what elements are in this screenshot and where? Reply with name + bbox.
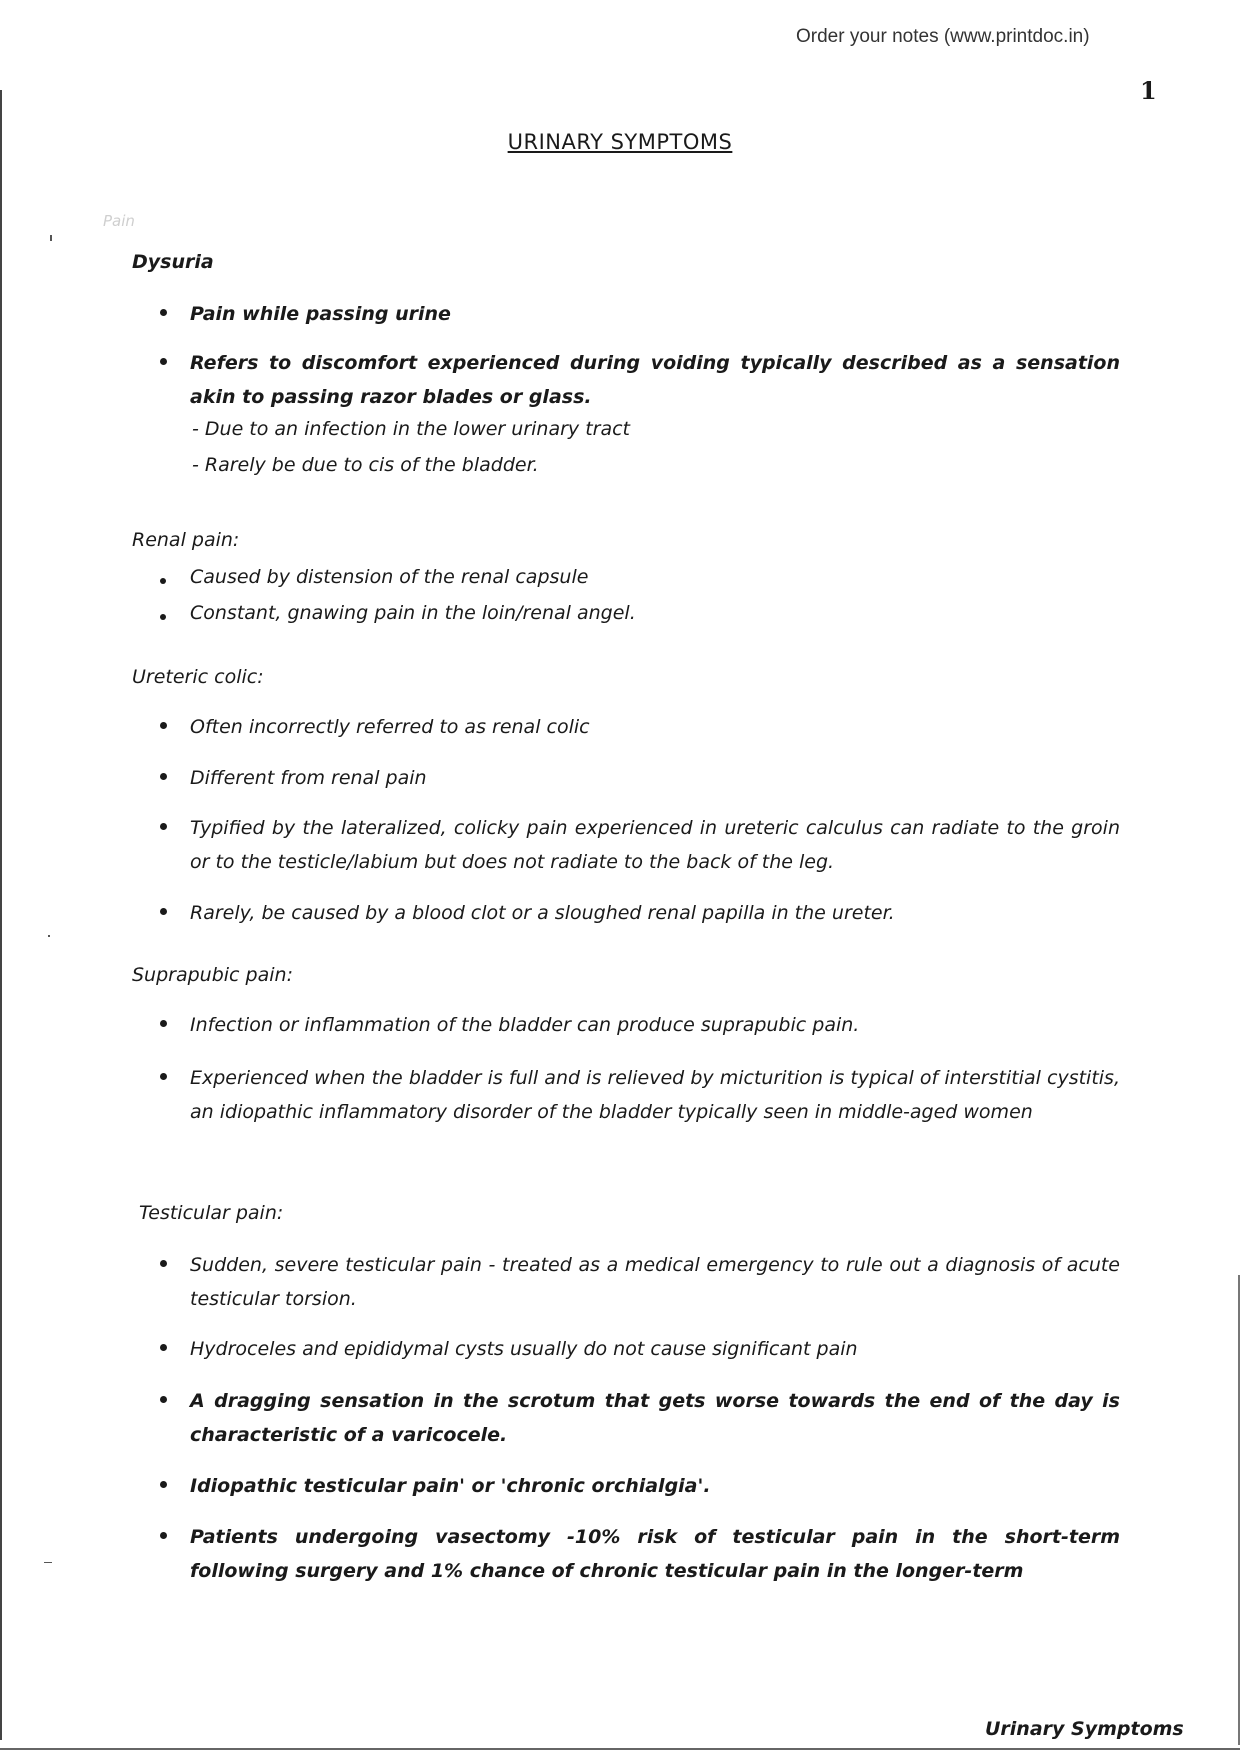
bullet-icon [160, 578, 166, 584]
bullet-icon [160, 908, 167, 915]
bullet-icon [160, 1344, 167, 1351]
bullet-text: Often incorrectly referred to as renal colic [190, 716, 590, 738]
bullet-text: Typified by the lateralized, colicky pain experienced in ureteric calculus can radiate to the groin or to the testicle/labium but does not radiate to the back of the leg. [190, 817, 1120, 873]
sub-item: - Due to an infection in the lower urinary tract [192, 418, 630, 440]
bullet-text: Caused by distension of the renal capsule [190, 566, 589, 588]
bullet-text: Rarely, be caused by a blood clot or a sloughed renal papilla in the ureter. [190, 902, 895, 924]
scan-speck [50, 235, 52, 241]
bullet-icon [160, 722, 167, 729]
bullet-text: Sudden, severe testicular pain - treated as a medical emergency to rule out a diagnosis of acute testicular torsion. [190, 1254, 1120, 1310]
section-heading-ureteric-colic: Ureteric colic: [132, 666, 264, 688]
faded-text: Pain [103, 212, 135, 230]
bullet-text: Constant, gnawing pain in the loin/renal angel. [190, 602, 636, 624]
scan-speck [44, 1562, 52, 1563]
bullet-text: Idiopathic testicular pain' or 'chronic orchialgia'. [190, 1475, 711, 1497]
bullet-icon [160, 1260, 167, 1267]
bullet-text: Experienced when the bladder is full and is relieved by micturition is typical of interstitial cystitis, an idiopathic inflammatory disorder of the bladder typically seen in middle-aged women [190, 1067, 1120, 1123]
bullet-text: Hydroceles and epididymal cysts usually do not cause significant pain [190, 1338, 858, 1360]
bullet-icon [160, 309, 167, 316]
section-heading-renal-pain: Renal pain: [132, 529, 240, 551]
bullet-icon [160, 614, 166, 620]
bullet-text: Patients undergoing vasectomy -10% risk of testicular pain in the short-term following surgery and 1% chance of chronic testicular pain in the longer-term [190, 1526, 1120, 1582]
page-title: URINARY SYMPTOMS [507, 130, 733, 154]
footer-label: Urinary Symptoms [985, 1718, 1184, 1740]
section-heading-testicular-pain: Testicular pain: [139, 1202, 284, 1224]
order-notes-header: Order your notes (www.printdoc.in) [796, 26, 1090, 47]
section-heading-dysuria: Dysuria [132, 251, 214, 273]
bullet-icon [160, 1020, 167, 1027]
bullet-text: Infection or inflammation of the bladder can produce suprapubic pain. [190, 1014, 860, 1036]
bullet-text: Refers to discomfort experienced during voiding typically described as a sensation akin to passing razor blades or glass. [190, 352, 1120, 408]
bullet-icon [160, 358, 167, 365]
scan-bottom-edge [0, 1748, 1240, 1750]
bullet-icon [160, 1073, 167, 1080]
bullet-icon [160, 1481, 167, 1488]
bullet-icon [160, 1396, 167, 1403]
scan-speck [48, 935, 50, 937]
sub-item: - Rarely be due to cis of the bladder. [192, 454, 539, 476]
bullet-icon [160, 1532, 167, 1539]
bullet-icon [160, 823, 167, 830]
bullet-icon [160, 773, 167, 780]
bullet-text: Different from renal pain [190, 767, 427, 789]
page-number: 1 [1140, 76, 1157, 105]
bullet-text: A dragging sensation in the scrotum that gets worse towards the end of the day is characteristic of a varicocele. [190, 1390, 1120, 1446]
scan-left-edge [0, 90, 2, 1740]
bullet-text: Pain while passing urine [190, 303, 451, 325]
section-heading-suprapubic-pain: Suprapubic pain: [132, 964, 293, 986]
